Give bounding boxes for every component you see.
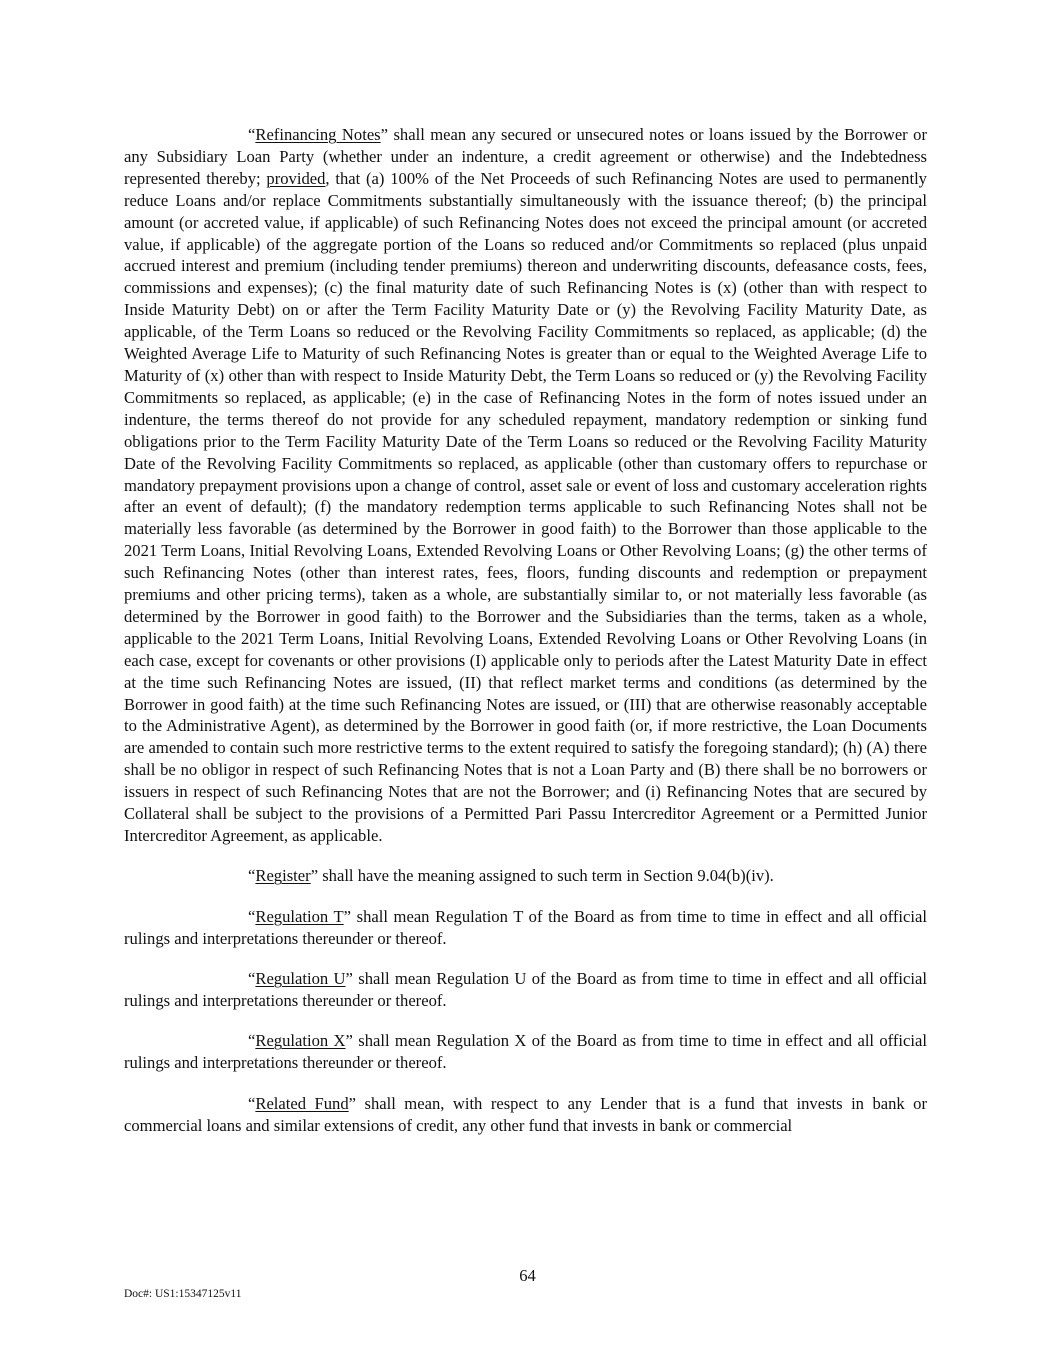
definition-related-fund xyxy=(124,1093,927,1137)
definition-regulation-u xyxy=(124,968,927,1012)
page-number: 64 xyxy=(519,1266,536,1285)
document-id: Doc#: US1:15347125v11 xyxy=(124,1288,242,1300)
defined-term: Regulation T xyxy=(255,906,344,926)
document-body xyxy=(124,124,927,1155)
defined-term: Register xyxy=(255,866,311,886)
defined-term: Refinancing Notes xyxy=(255,125,381,144)
definition-text: ” shall mean, with respect to any Lender that is a fund that invests in bank or commercial loans and similar extensions of credit, any other fund that invests in bank or commercial xyxy=(124,1093,927,1135)
open-quote: “ xyxy=(248,125,256,144)
definition-text: ” shall mean any secured or unsecured notes or loans issued by the Borrower or any Subsidiary Loan Party (whether under an indenture, a credit agreement or otherwise) and the Indebtedness represented thereby; xyxy=(124,125,927,188)
definition-text-continued: , that (a) 100% of the Net Proceeds of such Refinancing Notes are used to permanently reduce Loans and/or replace Commitments substantially simultaneously with the issuance thereof; (b) the principal amount (or accreted value, if applicable) of such Refinancing Notes does not exceed the principal amount (or accreted value, if applicable) of the aggregate portion of the Loans so reduced and/or Commitments so replaced (plus unpaid accrued interest and premium (including tender premiums) thereon and underwriting discounts, defeasance costs, fees, commissions and expenses); (c) the final maturity date of such Refinancing Notes is (x) (other than with respect to Inside Maturity Debt) on or after the Term Facility Maturity Date or (y) the Revolving Facility Maturity Date, as applicable, of the Term Loans so reduced or the Revolving Facility Commitments so replaced, as applicable; (d) the Weighted Average Life to Maturity of such Refinancing Notes is greater than or equal to the Weighted Average Life to Maturity of (x) other than with respect to Inside Maturity Debt, the Term Loans so reduced or (y) the Revolving Facility Commitments so replaced, as applicable; (e) in the case of Refinancing Notes in the form of notes issued under an indenture, the terms thereof do not provide for any scheduled repayment, mandatory redemption or sinking fund obligations prior to the Term Facility Maturity Date of the Term Loans so reduced or the Revolving Facility Maturity Date of the Revolving Facility Commitments so replaced, as applicable (other than customary offers to repurchase or mandatory prepayment provisions upon a change of control, asset sale or event of loss and customary acceleration rights after an event of default); (f) the mandatory redemption terms applicable to such Refinancing Notes shall not be materially less favorable (as determined by the Borrower in good faith) to the Borrower than those applicable to the 2021 Term Loans, Initial Revolving Loans, Extended Revolving Loans or Other Revolving Loans; (g) the other terms of such Refinancing Notes (other than interest rates, fees, floors, funding discounts and redemption or prepayment premiums and other pricing terms), taken as a whole, are substantially similar to, or not materially less favorable (as determined by the Borrower in good faith) to the Borrower and the Subsidiaries than the terms, taken as a whole, applicable to the 2021 Term Loans, Initial Revolving Loans, Extended Revolving Loans or Other Revolving Loans (in each case, except for covenants or other provisions (I) applicable only to periods after the Latest Maturity Date in effect at the time such Refinancing Notes are issued, (II) that reflect market terms and conditions (as determined by the Borrower in good faith) at the time such Refinancing Notes are issued, or (III) that are otherwise reasonably acceptable to the Administrative Agent), as determined by the Borrower in good faith (or, if more restrictive, the Loan Documents are amended to contain such more restrictive terms to the extent required to satisfy the foregoing standard); (h) (A) there shall be no obligor in respect of such Refinancing Notes that is not a Loan Party and (B) there shall be no borrowers or issuers in respect of such Refinancing Notes that are not the Borrower; and (i) Refinancing Notes that are secured by Collateral shall be subject to the provisions of a Permitted Pari Passu Intercreditor Agreement or a Permitted Junior Intercreditor Agreement, as applicable. xyxy=(124,168,927,845)
open-quote: “ xyxy=(248,906,256,926)
open-quote: “ xyxy=(248,1093,256,1113)
open-quote: “ xyxy=(248,866,256,886)
definition-regulation-t xyxy=(124,906,927,950)
defined-term: Regulation U xyxy=(255,969,346,989)
definition-text: ” shall mean Regulation U of the Board as from time to time in effect and all official rulings and interpretations thereunder or thereof. xyxy=(124,969,927,1011)
definition-text: ” shall mean Regulation T of the Board as from time to time in effect and all official rulings and interpretations thereunder or thereof. xyxy=(124,906,927,948)
definition-regulation-x xyxy=(124,1030,927,1074)
definition-text: ” shall mean Regulation X of the Board as from time to time in effect and all official rulings and interpretations thereunder or thereof. xyxy=(124,1031,927,1073)
definition-refinancing-notes xyxy=(124,124,927,847)
defined-term: Related Fund xyxy=(255,1093,349,1113)
definition-text: ” shall have the meaning assigned to such term in Section 9.04(b)(iv). xyxy=(310,866,774,886)
provided-term: provided xyxy=(266,168,326,188)
open-quote: “ xyxy=(248,1031,256,1051)
defined-term: Regulation X xyxy=(255,1031,346,1051)
definition-register xyxy=(124,865,927,887)
open-quote: “ xyxy=(248,969,256,989)
